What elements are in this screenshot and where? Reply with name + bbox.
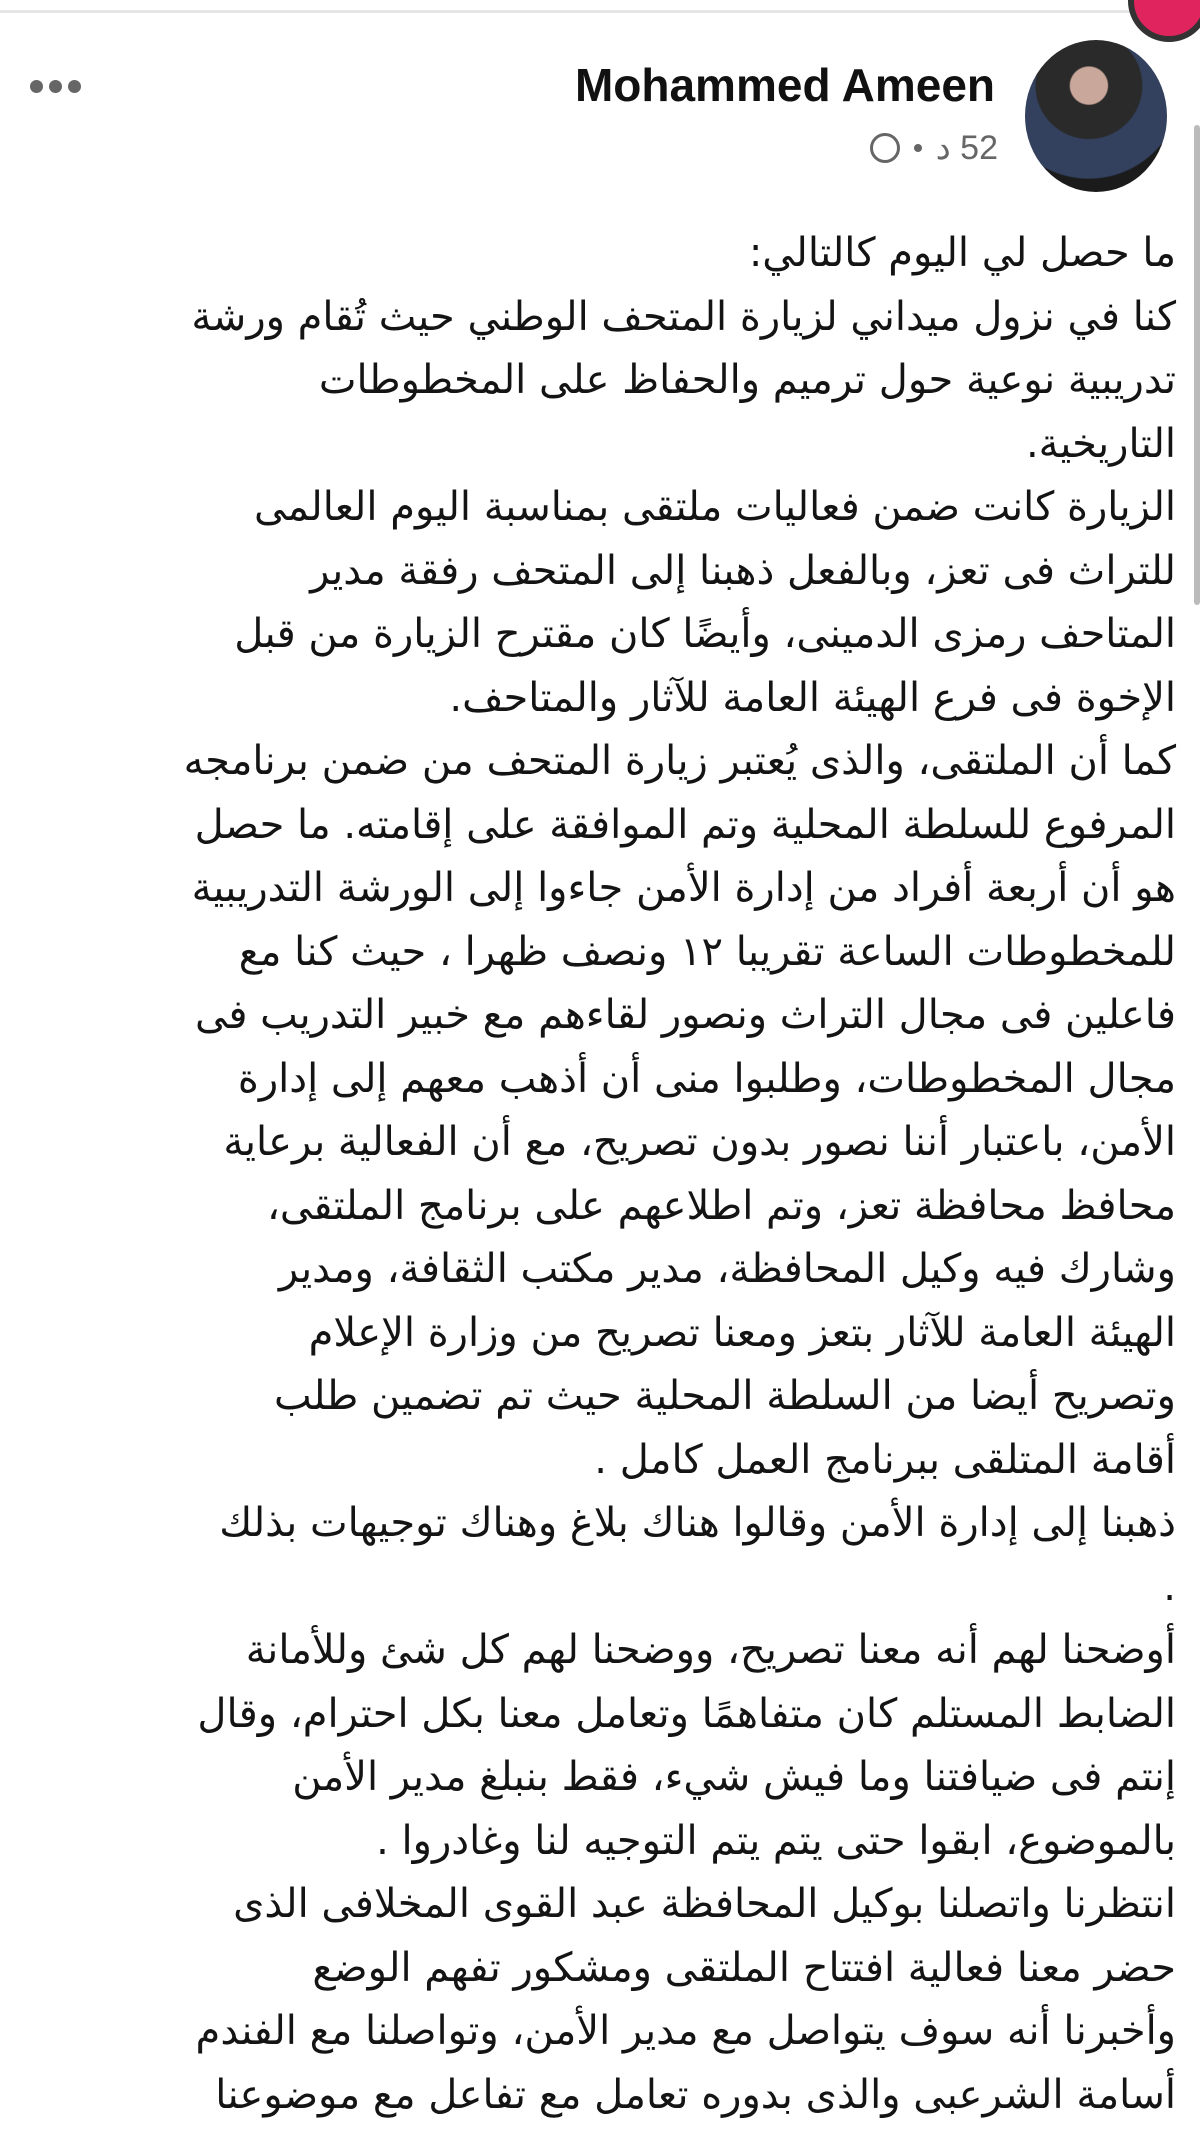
post-text-line: الزيارة كانت ضمن فعاليات ملتقى بمناسبة اليوم العالمى — [254, 484, 1176, 530]
post-text-line: التاريخية. — [1025, 420, 1176, 467]
floating-bubble[interactable] — [1128, 0, 1200, 42]
more-dot — [68, 80, 81, 93]
post-text-line: وأخبرنا أنه سوف يتواصل مع مدير الأمن، وتواصلنا مع الفندم — [195, 2008, 1176, 2054]
post-text-line: كما أن الملتقى، والذى يُعتبر زيارة المتحف من ضمن برنامجه — [183, 738, 1176, 784]
scrollbar[interactable] — [1194, 125, 1200, 605]
post-text — [28, 222, 1176, 2127]
separator-dot — [914, 144, 922, 152]
post-text-line: أقامة المتلقى ببرنامج العمل كامل . — [594, 1436, 1176, 1483]
post-text-line: الأمن، باعتبار أننا نصور بدون تصريح، مع أن الفعالية برعاية — [223, 1119, 1176, 1165]
post-text-line: تدريبية نوعية حول ترميم والحفاظ على المخطوطات — [318, 357, 1176, 403]
post-text-line: حضر معنا فعالية افتتاح الملتقى ومشكور تفهم الوضع — [312, 1944, 1176, 1991]
post-text-line: هو أن أربعة أفراد من إدارة الأمن جاءوا إلى الورشة التدريبية — [191, 865, 1176, 911]
post-text-line: المرفوع للسلطة المحلية وتم الموافقة على إقامته. ما حصل — [194, 801, 1176, 848]
post-text-line: الهيئة العامة للآثار بتعز ومعنا تصريح من وزارة الإعلام — [308, 1309, 1176, 1356]
post-meta — [870, 128, 998, 168]
post-time[interactable]: 52 د — [935, 129, 998, 167]
more-options-button[interactable] — [30, 80, 81, 93]
post-text-line: ما حصل لي اليوم كالتالي: — [748, 230, 1176, 276]
post-text-line: وتصريح أيضا من السلطة المحلية حيث تم تضمين طلب — [273, 1373, 1176, 1419]
post-text-line: انتظرنا واتصلنا بوكيل المحافظة عبد القوى المخلافى الذى — [233, 1881, 1176, 1927]
post-text-line: ذهبنا إلى إدارة الأمن وقالوا هناك بلاغ وهناك توجيهات بذلك — [219, 1500, 1176, 1546]
post-text-line: كنا في نزول ميداني لزيارة المتحف الوطني حيث تُقام ورشة — [191, 293, 1176, 340]
post-text-line: وشارك فيه وكيل المحافظة، مدير مكتب الثقافة، ومدير — [278, 1246, 1176, 1292]
post-text-line: . — [1163, 1563, 1176, 1610]
post-text-line: إنتم فى ضيافتنا وما فيش شيء، فقط بنبلغ مدير الأمن — [292, 1754, 1176, 1800]
more-dot — [49, 80, 62, 93]
post-text-line: أسامة الشرعبى والذى بدوره تعامل مع تفاعل مع موضوعنا — [215, 2071, 1176, 2118]
author-name[interactable]: Mohammed Ameen — [574, 59, 995, 111]
avatar[interactable] — [1025, 40, 1167, 192]
post-text-line: مجال المخطوطات، وطلبوا منى أن أذهب معهم إلى إدارة — [237, 1055, 1176, 1102]
globe-icon — [870, 133, 900, 163]
post-text-line: بالموضوع، ابقوا حتى يتم يتم التوجيه لنا وغادروا . — [376, 1817, 1176, 1864]
post-text-line: الإخوة فى فرع الهيئة العامة للآثار والمتاحف. — [449, 674, 1176, 721]
post-text-line: أوضحنا لهم أنه معنا تصريح، ووضحنا لهم كل شئ وللأمانة — [245, 1627, 1176, 1673]
post-text-line: محافظ محافظة تعز، وتم اطلاعهم على برنامج الملتقى، — [266, 1182, 1176, 1229]
post-text-line: للتراث فى تعز، وبالفعل ذهبنا إلى المتحف رفقة مدير — [310, 547, 1176, 594]
top-divider — [0, 0, 1200, 13]
more-dots-icon — [30, 80, 43, 93]
post-text-line: فاعلين فى مجال التراث ونصور لقاءهم مع خبير التدريب فى — [195, 992, 1176, 1038]
post-text-line: الضابط المستلم كان متفاهمًا وتعامل معنا بكل احترام، وقال — [197, 1690, 1176, 1737]
post-text-line: المتاحف رمزى الدمينى، وأيضًا كان مقترح الزيارة من قبل — [234, 611, 1176, 657]
post-text-line: للمخطوطات الساعة تقريبا ١٢ ونصف ظهرا ، حيث كنا مع — [238, 928, 1176, 975]
